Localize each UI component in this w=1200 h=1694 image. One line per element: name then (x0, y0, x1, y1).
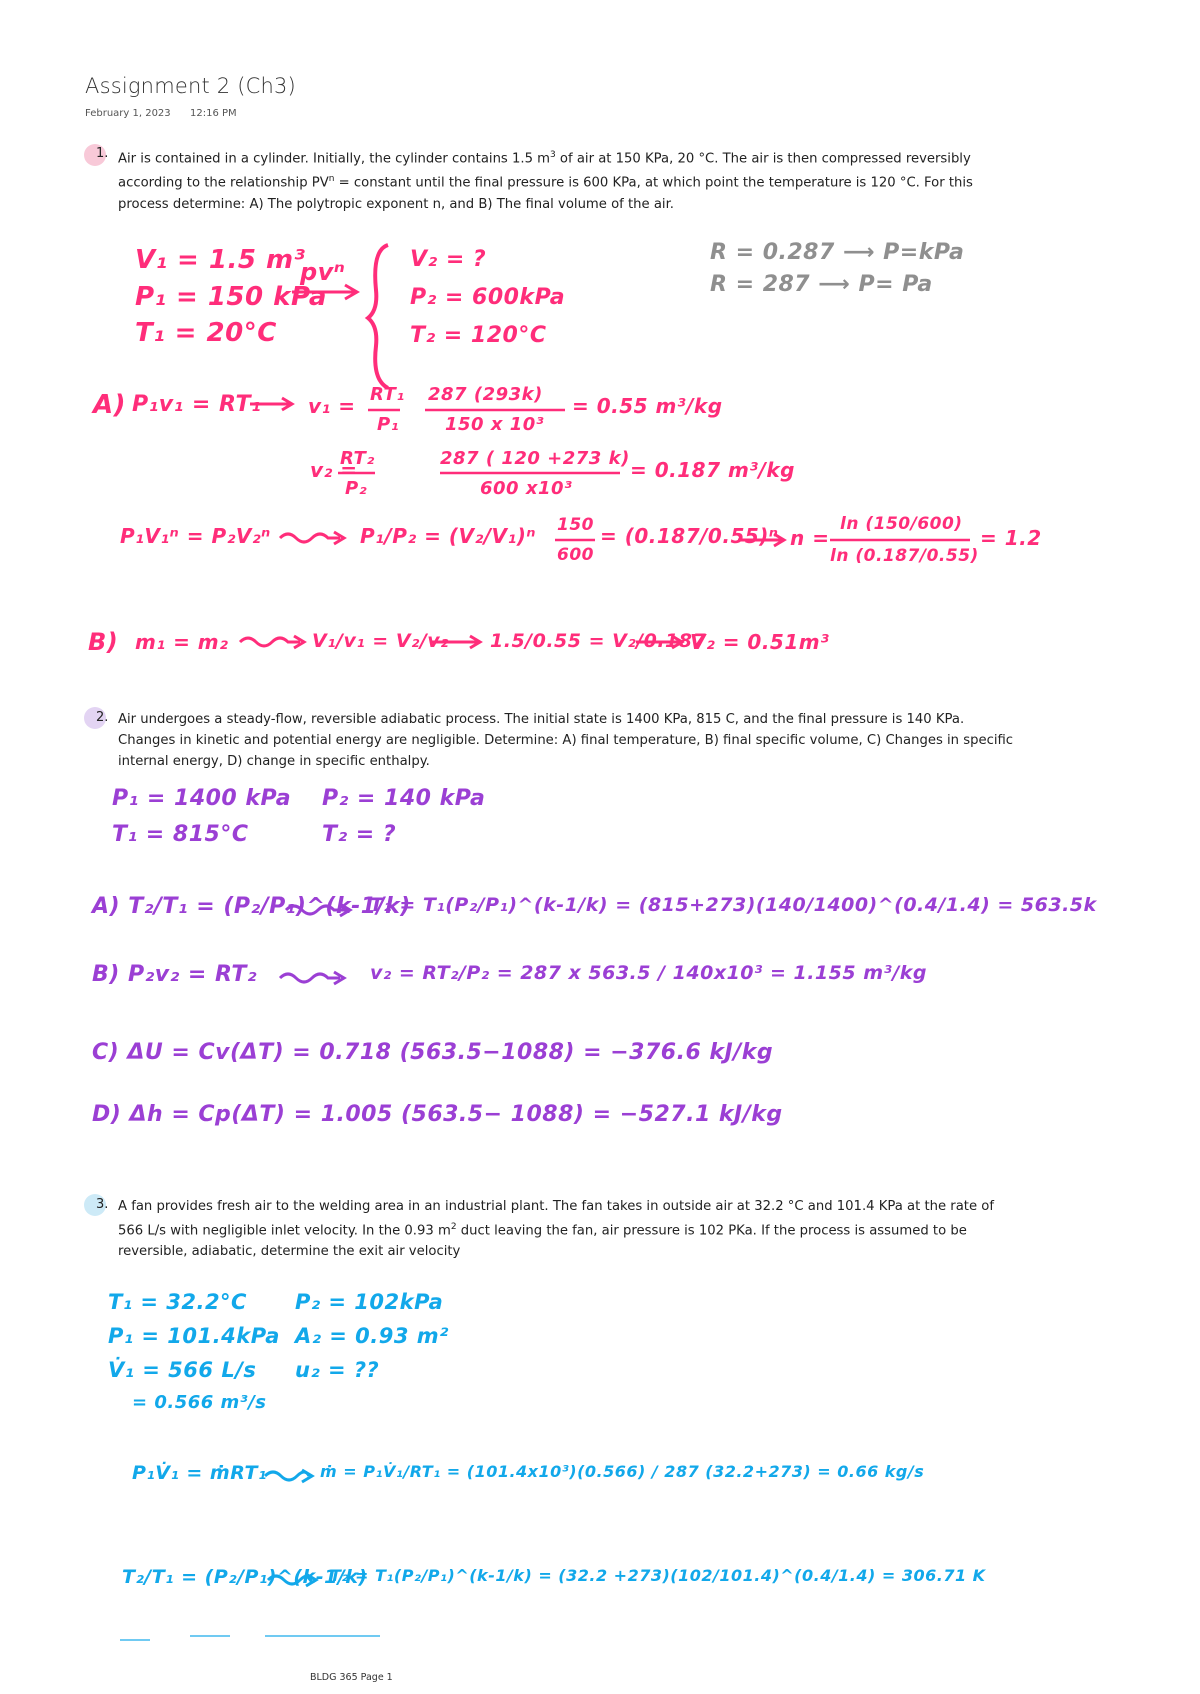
q1-a-frac-num: RT₁ (370, 384, 405, 405)
q1-a-result1: = 0.55 m³/kg (572, 394, 723, 418)
q3-mass-flow-result: ṁ = P₁V̇₁/RT₁ = (101.4x10³)(0.566) / 287 (32.2+273) = 0.66 kg/s (320, 1462, 925, 1481)
q1-part-a-label: A) (93, 390, 127, 420)
q1-note-r-kpa: R = 0.287 ⟶ P=kPa (710, 240, 965, 265)
q1-b-result: V₂ = 0.51m³ (690, 630, 830, 654)
q1-a2-den: 600 x10³ (480, 478, 573, 499)
q3-mass-flow-eq: P₁V̇₁ = ṁRT₁ (132, 1462, 267, 1484)
q1-a-result2: = 0.187 m³/kg (630, 458, 795, 482)
q2-given-p1: P₁ = 1400 kPa (112, 786, 292, 811)
page-date: February 1, 2023 (85, 108, 171, 119)
question-3-text: A fan provides fresh air to the welding area in an industrial plant. The fan takes in outside air at 32.2 °C and 101.4 KPa at the rate of 566 L/s with negligible inlet velocity. In the 0.93 $m^2$ duct leaving the fan, air pressure is 102 PKa. If the process is assumed to be reversible, adiabatic, determine the exit air velocity (118, 1199, 994, 1260)
q1-part-b-label: B) (88, 628, 119, 656)
q2-given-p2: P₂ = 140 kPa (322, 786, 486, 811)
question-1-number: 1. (96, 146, 109, 161)
q1-a-n-result: = 1.2 (980, 526, 1042, 550)
q1-a-polytropic-eq: P₁V₁ⁿ = P₂V₂ⁿ (120, 524, 271, 548)
q1-a-ratio-eq: P₁/P₂ = (V₂/V₁)ⁿ (360, 524, 536, 548)
q1-a-den: 150 x 10³ (445, 414, 545, 435)
question-3-number: 3. (96, 1197, 109, 1212)
q1-a2-frac-den: P₂ (345, 478, 368, 499)
q3-given-a2: A₂ = 0.93 m² (295, 1324, 449, 1348)
q3-given-p1: P₁ = 101.4kPa (108, 1324, 280, 1348)
q1-note-r-pa: R = 287 ⟶ P= Pa (710, 272, 933, 297)
q1-a-v2: v₂ = (310, 458, 358, 482)
q2-part-b: B) P₂v₂ = RT₂ (92, 962, 258, 987)
q2-given-t2: T₂ = ? (322, 822, 397, 847)
q2-part-c: C) ΔU = Cv(ΔT) = 0.718 (563.5−1088) = −376.6 kJ/kg (92, 1040, 774, 1065)
q3-given-flow: V̇₁ = 566 L/s (108, 1358, 257, 1382)
q2-part-a-result: T₂ = T₁(P₂/P₁)^(k-1/k) = (815+273)(140/1400)^(0.4/1.4) = 563.5k (370, 894, 1097, 916)
page-title: Assignment 2 (Ch3) (85, 74, 296, 98)
q1-a-frac-den: P₁ (377, 414, 400, 435)
q3-temp-ratio-eq: T₂/T₁ = (P₂/P₁)^(k-1/k) (122, 1566, 368, 1588)
q1-a-num: 287 (293k) (428, 384, 543, 405)
q1-a-n-num: ln (150/600) (840, 514, 963, 534)
q1-a2-num: 287 ( 120 +273 k) (440, 448, 630, 469)
q1-given-t1: T₁ = 20°C (135, 318, 277, 348)
q1-a-ratio-den: 600 (557, 545, 594, 565)
q1-given-t2: T₂ = 120°C (410, 323, 547, 348)
q2-part-a: A) T₂/T₁ = (P₂/P₁)^(k-1/k) (92, 894, 411, 919)
q3-given-t1: T₁ = 32.2°C (108, 1290, 247, 1314)
q1-a-v1: v₁ = (308, 394, 356, 418)
q3-given-flow-si: = 0.566 m³/s (132, 1392, 267, 1413)
q1-b-mass-eq: m₁ = m₂ (135, 630, 229, 654)
q1-a-ratio-num: 150 (557, 515, 594, 535)
page-footer: BLDG 365 Page 1 (310, 1672, 393, 1683)
q2-given-t1: T₁ = 815°C (112, 822, 249, 847)
q3-given-p2: P₂ = 102kPa (295, 1290, 444, 1314)
question-1-text: Air is contained in a cylinder. Initially, the cylinder contains 1.5 $m^3$ of air at 150 KPa, 20 °C. The air is then compressed reversibly according to the relationship $PV^n$ = constant until the final pressure is 600 KPa, at which point the temperature is 120 °C. For this process determine: A) The polytropic exponent n, and B) The final volume of the air. (118, 150, 973, 212)
q2-part-d: D) Δh = Cp(ΔT) = 1.005 (563.5− 1088) = −527.1 kJ/kg (92, 1102, 783, 1127)
q1-a-eq1: P₁v₁ = RT₁ (132, 392, 262, 417)
q1-given-v1: V₁ = 1.5 m³ (135, 245, 306, 275)
q1-given-p2: P₂ = 600kPa (410, 285, 566, 310)
q2-part-b-result: v₂ = RT₂/P₂ = 287 x 563.5 / 140x10³ = 1.155 m³/kg (370, 962, 928, 984)
question-2-text: Air undergoes a steady-flow, reversible adiabatic process. The initial state is 1400 KPa, 815 C, and the final pressure is 140 KPa. Changes in kinetic and potential energy are negligible. Determine: A) final temperature, B) final specific volume, C) Changes in specific internal energy, D) change in specific enthalpy. (118, 712, 1014, 769)
q1-a2-frac-num: RT₂ (340, 448, 375, 469)
q1-b-substitution: 1.5/0.55 = V₂/0.187 (490, 630, 707, 652)
q1-b-volume-ratio: V₁/v₁ = V₂/v₂ (312, 630, 449, 652)
question-2-number: 2. (96, 710, 109, 725)
page-time: 12:16 PM (190, 108, 237, 119)
q1-a-n-den: ln (0.187/0.55) (830, 546, 979, 566)
q3-given-u2: u₂ = ?? (295, 1358, 380, 1382)
q1-given-p1: P₁ = 150 kPa (135, 282, 327, 312)
q1-process-label: pvⁿ (300, 258, 346, 286)
q1-given-v2: V₂ = ? (410, 247, 487, 272)
q3-temp-result: T₂ = T₁(P₂/P₁)^(k-1/k) = (32.2 +273)(102/101.4)^(0.4/1.4) = 306.71 K (330, 1566, 986, 1585)
q1-a-volume-ratio: = (0.187/0.55)ⁿ (600, 524, 779, 548)
q1-a-n-label: n = (790, 526, 830, 550)
